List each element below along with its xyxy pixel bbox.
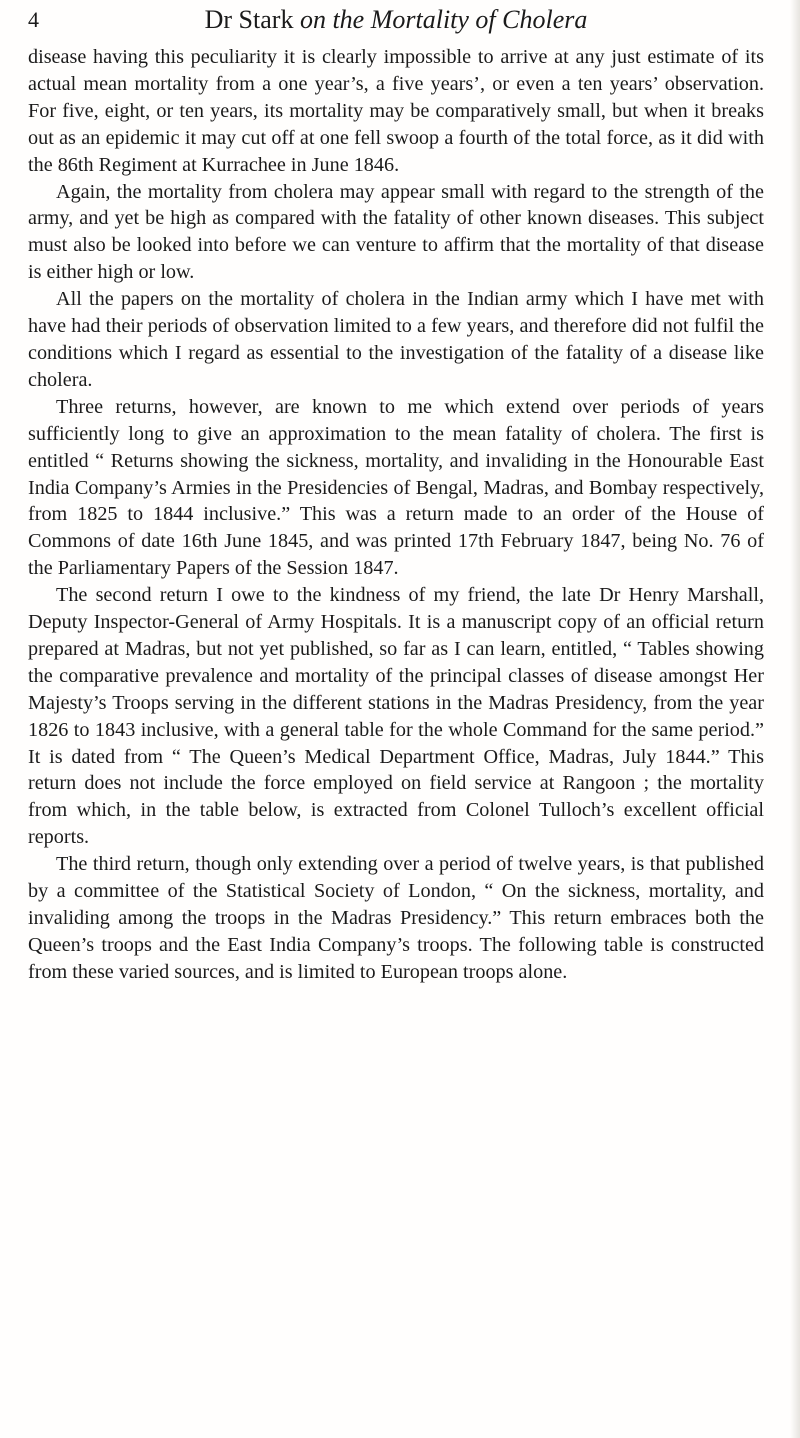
paragraph-1: disease having this peculiarity it is clearly impossible to arrive at any just estimate of its actual mean mortality from a one year’s, a five years’, or even a ten years’ observation. For five, eight, or ten years, its mortality may be comparatively small, but when it breaks out as an epidemic it may cut off at one fell swoop a fourth of the total force, as it did with the 86th Regiment at Kurrachee in June 1846. [28,46,764,176]
paragraph-5: The second return I owe to the kindness of my friend, the late Dr Henry Marshall, Deputy Inspector-General of Army Hospitals. It is a manuscript copy of an official return prepared at Madras, but not yet published, so far as I can learn, entitled, “ Tables showing the comparative prevalence and mortality of the principal classes of disease amongst Her Majesty’s Troops serving in the different stations in the Madras Presidency, from the year 1826 to 1843 inclusive, with a general table for the whole Command for the same period.” It is dated from “ The Queen’s Medical Department Office, Madras, July 1844.” This return does not include the force employed on field service at Rangoon ; the mortality from which, in the table below, is extracted from Colonel Tulloch’s excellent official reports. [28,584,764,849]
running-head-italic-title: on the Mortality of Cholera [299,5,588,34]
page-edge-shadow [790,0,800,1438]
paragraph-2: Again, the mortality from cholera may appear small with regard to the strength of the army, and yet be high as compared with the fatality of other known diseases. This subject must also be looked into before we can venture to affirm that the mortality of that disease is either high or low. [28,180,764,284]
page-number: 4 [28,7,39,32]
running-head-author: Dr Stark [204,5,294,34]
paragraph-3: All the papers on the mortality of cholera in the Indian army which I have met with have had their periods of observation limited to a few years, and therefore did not fulfil the conditions which I regard as essential to the investigation of the fatality of a disease like cholera. [28,288,764,391]
paragraph-4: Three returns, however, are known to me which extend over periods of years sufficiently long to give an approximation to the mean fatality of cholera. The first is entitled “ Returns showing the sickness, mortality, and invaliding in the Honourable East India Company’s Armies in the Presidencies of Bengal, Madras, and Bombay respectively, from 1825 to 1844 inclusive.” This was a return made to an order of the House of Commons of date 16th June 1845, and was printed 17th February 1847, being No. 76 of the Parliamentary Papers of the Session 1847. [28,395,764,580]
body-text [28,44,764,986]
paragraph-6: The third return, though only extending over a period of twelve years, is that published by a committee of the Statistical Society of London, “ On the sickness, mortality, and invaliding among the troops in the Madras Presidency.” This return embraces both the Queen’s troops and the East India Company’s troops. The following table is constructed from these varied sources, and is limited to European troops alone. [28,853,764,983]
running-head [28,0,764,40]
running-head-title [205,0,588,40]
